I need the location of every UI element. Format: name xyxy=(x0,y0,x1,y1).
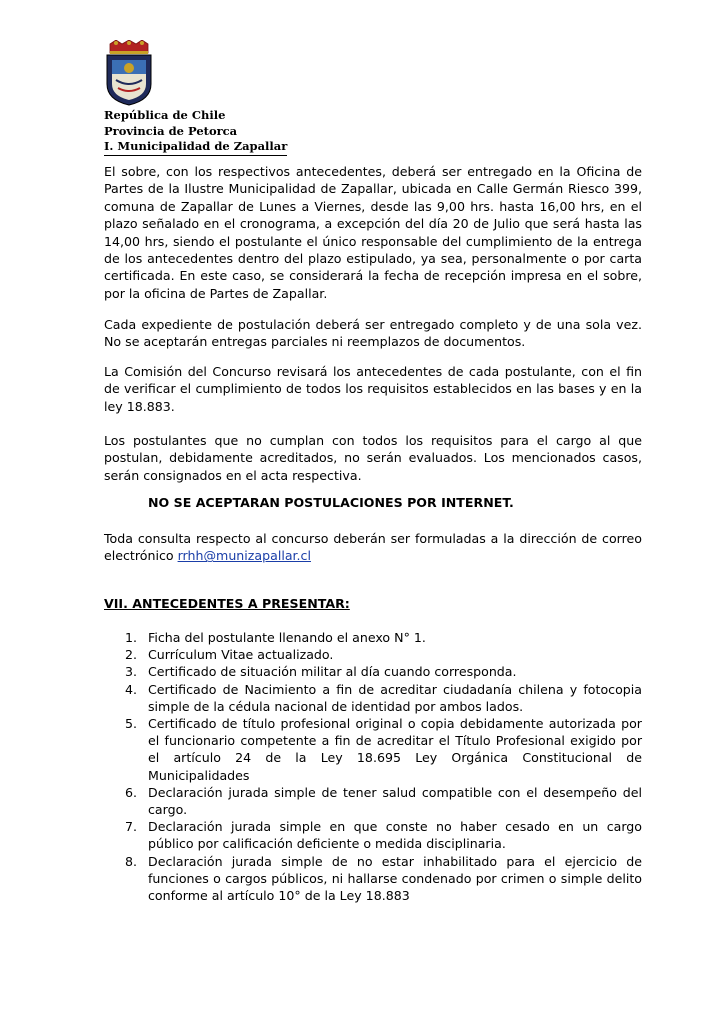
requirements-list xyxy=(104,629,642,904)
list-item-number: 4. xyxy=(125,681,138,697)
list-item xyxy=(104,784,642,818)
list-item-text: Declaración jurada simple en que conste no haber cesado en un cargo público por calificación deficiente o medida disciplinaria. xyxy=(148,819,642,852)
section-title: VII. ANTECEDENTES A PRESENTAR: xyxy=(104,596,350,611)
list-item-number: 2. xyxy=(125,647,138,663)
list-item xyxy=(104,629,642,646)
paragraph-complete-file: Cada expediente de postulación deberá ser entregado completo y de una sola vez. No se aceptarán entregas parciales ni reemplazos de documentos. xyxy=(104,317,642,350)
paragraph-contact xyxy=(104,530,642,565)
list-item-text: Currículum Vitae actualizado. xyxy=(148,647,334,663)
list-item-text: Certificado de Nacimiento a fin de acreditar ciudadanía chilena y fotocopia simple de la cédula nacional de identidad por ambos lados. xyxy=(148,681,642,714)
list-item-text: Certificado de situación militar al día cuando corresponda. xyxy=(148,664,517,680)
letterhead-province: Provincia de Petorca xyxy=(104,123,238,138)
contact-email-link[interactable]: rrhh@munizapallar.cl xyxy=(177,548,311,564)
list-item xyxy=(104,646,642,663)
letterhead-municipality: I. Municipalidad de Zapallar xyxy=(104,139,287,156)
list-item-number: 6. xyxy=(125,784,138,800)
list-item-number: 1. xyxy=(125,630,138,645)
list-item xyxy=(104,715,642,784)
letterhead xyxy=(104,108,287,156)
list-item-number: 7. xyxy=(125,819,138,835)
contact-text: Toda consulta respecto al concurso deberán ser formuladas a la dirección de correo electrónico xyxy=(104,531,642,564)
list-item-text: Declaración jurada simple de no estar inhabilitado para el ejercicio de funciones o cargos públicos, ni hallarse condenado por crimen o simple delito conforme al artículo 10° de la Ley 18.883 xyxy=(148,853,642,904)
list-item-text: Ficha del postulante llenando el anexo N° 1. xyxy=(148,630,426,645)
paragraph-commission-review: La Comisión del Concurso revisará los antecedentes de cada postulante, con el fin de verificar el cumplimiento de todos los requisitos establecidos en las bases y en la ley 18.883. xyxy=(104,364,642,414)
list-item-number: 8. xyxy=(125,853,138,869)
list-item xyxy=(104,853,642,905)
paragraph-delivery: El sobre, con los respectivos antecedentes, deberá ser entregado en la Oficina de Partes de la Ilustre Municipalidad de Zapallar, ubicada en Calle Germán Riesco 399, comuna de Zapallar de Lunes a Viernes, desde las 9,00 hrs. hasta 16,00 hrs, en el plazo señalado en el cronograma, a excepción del día 20 de Julio que será hasta las 14,00 hrs, siendo el postulante el único responsable del cumplimiento de la entrega de los antecedentes dentro del plazo estipulado, ya sea, personalmente o por carta certificada. En este caso, se considerará la fecha de recepción impresa en el sobre, por la oficina de Partes de Zapallar. xyxy=(104,164,642,301)
list-item xyxy=(104,681,642,715)
municipal-crest-icon xyxy=(104,40,154,106)
list-item-number: 5. xyxy=(125,716,138,732)
list-item-number: 3. xyxy=(125,664,138,680)
list-item xyxy=(104,818,642,852)
no-internet-notice: NO SE ACEPTARAN POSTULACIONES POR INTERNET. xyxy=(148,495,514,510)
paragraph-requirements: Los postulantes que no cumplan con todos los requisitos para el cargo al que postulan, debidamente acreditados, no serán evaluados. Los mencionados casos, serán consignados en el acta respectiva. xyxy=(104,433,642,483)
list-item-text: Declaración jurada simple de tener salud compatible con el desempeño del cargo. xyxy=(148,784,642,818)
list-item xyxy=(104,663,642,680)
letterhead-country: República de Chile xyxy=(104,108,226,122)
list-item-text: Certificado de título profesional original o copia debidamente autorizada por el funcionario competente a fin de acreditar el Título Profesional exigido por el artículo 24 de la Ley 18.695 Ley Orgánica Constitucional de Municipalidades xyxy=(148,716,642,783)
